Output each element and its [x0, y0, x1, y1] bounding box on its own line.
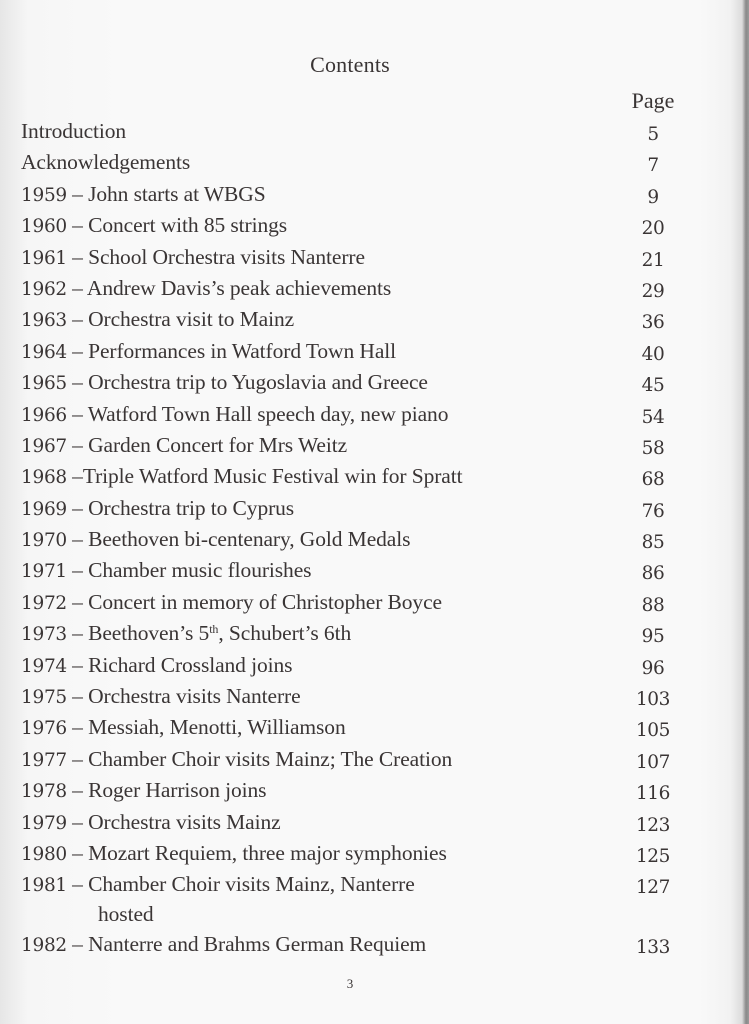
toc-entry-text: – John starts at WBGS [66, 181, 266, 206]
toc-entry-page: 58 [641, 437, 665, 459]
toc-entry-page: 68 [641, 469, 665, 491]
toc-entry-text: – Watford Town Hall speech day, new piano [66, 401, 449, 426]
toc-entry-page: 21 [641, 249, 665, 271]
toc-entry-title [21, 400, 621, 430]
toc-entry-page: 9 [647, 186, 659, 208]
toc-entry-title [21, 588, 621, 618]
toc-entry-page: 116 [635, 783, 671, 805]
toc-entry-text: – Garden Concert for Mrs Weitz [66, 432, 348, 457]
toc-entry-text: – Orchestra visits Nanterre [66, 684, 301, 709]
toc-entry-year: 1973 [21, 624, 67, 646]
toc-entry [21, 211, 701, 242]
toc-entry-year: 1981 [21, 875, 67, 897]
toc-entry-text: Acknowledgements [21, 150, 191, 175]
toc-entry-title [21, 776, 621, 806]
toc-entry-title [21, 651, 621, 681]
toc-entry-text: – Concert with 85 strings [66, 213, 288, 238]
toc-entry-year: 1966 [21, 404, 67, 426]
toc-entry-page: 54 [641, 406, 665, 428]
toc-entry-text: – Orchestra trip to Yugoslavia and Greece [66, 370, 428, 395]
toc-entry-text: –Triple Watford Music Festival win for Spratt [66, 464, 463, 489]
toc-entry [21, 619, 701, 650]
toc-entry-title [21, 462, 621, 492]
toc-entry-year: 1971 [21, 561, 67, 583]
toc-entry-text: – Roger Harrison joins [66, 778, 267, 803]
toc-entry [21, 243, 701, 274]
toc-entry-page: 103 [635, 689, 671, 711]
toc-entry-page: 96 [641, 657, 665, 679]
toc-entry-year: 1977 [21, 749, 67, 771]
toc-entry-text: – Messiah, Menotti, Williamson [66, 715, 346, 740]
toc-entry-text: – Richard Crossland joins [66, 652, 293, 677]
toc-entry [21, 808, 701, 839]
toc-entry-year: 1969 [21, 498, 67, 520]
toc-entry-text: – Concert in memory of Christopher Boyce [66, 589, 442, 614]
toc-entry-year: 1972 [21, 592, 67, 614]
toc-entry [21, 117, 701, 148]
toc-entry-page: 7 [647, 155, 659, 177]
contents-title: Contents [310, 52, 390, 77]
toc-entry-title [21, 337, 621, 367]
toc-entry-text: – Chamber Choir visits Mainz, Nanterre [66, 872, 415, 897]
toc-entry [21, 337, 701, 368]
toc-entry-title [21, 243, 621, 273]
toc-entry-title [21, 494, 621, 524]
toc-entry-superscript: th [209, 622, 219, 637]
toc-entry-title [21, 211, 621, 241]
toc-entry-page: 76 [641, 500, 665, 522]
toc-entry-year: 1965 [21, 373, 67, 395]
toc-entry-year: 1975 [21, 687, 67, 709]
toc-entry-text: – Chamber music flourishes [66, 558, 312, 583]
toc-entry-text: – Beethoven’s 5 [66, 621, 210, 646]
toc-entry-text: Introduction [21, 119, 127, 143]
toc-entry-title [21, 930, 621, 960]
toc-entry-title [21, 148, 621, 177]
toc-entry-year: 1962 [21, 278, 67, 300]
toc-entry-title [21, 713, 621, 743]
toc-entry-text: – Chamber Choir visits Mainz; The Creation [66, 746, 453, 771]
toc-entry-page: 127 [635, 877, 671, 899]
toc-entry-page: 5 [647, 124, 659, 145]
toc-entry-title [21, 619, 621, 649]
toc-entry-title [21, 870, 621, 929]
toc-entry-page: 45 [641, 375, 665, 397]
toc-entry-page: 105 [635, 720, 671, 742]
toc-entry-title [21, 745, 621, 775]
toc-entry-title [21, 525, 621, 555]
toc-entry-text: – Nanterre and Brahms German Requiem [66, 932, 427, 957]
toc-entry [21, 930, 701, 961]
toc-entry [21, 305, 701, 336]
toc-entry-page: 85 [641, 532, 665, 554]
toc-entry [21, 274, 701, 305]
table-of-contents [21, 117, 701, 962]
toc-entry-title [21, 180, 621, 210]
toc-entry-year: 1963 [21, 310, 67, 332]
toc-entry-title [21, 682, 621, 712]
toc-entry [21, 713, 701, 744]
toc-entry-year: 1970 [21, 530, 67, 552]
toc-entry-page: 40 [641, 343, 665, 365]
toc-entry [21, 431, 701, 462]
toc-entry-page: 107 [635, 751, 671, 773]
toc-entry-text: – Andrew Davis’s peak achievements [66, 275, 392, 300]
toc-entry [21, 682, 701, 713]
toc-entry-year: 1982 [21, 935, 67, 957]
toc-entry-title [21, 808, 621, 838]
toc-entry [21, 400, 701, 431]
toc-entry-continuation: hosted [98, 902, 154, 927]
toc-entry-text: – Performances in Watford Town Hall [66, 338, 397, 363]
page-column-header: Page [631, 88, 675, 113]
toc-entry [21, 839, 701, 870]
toc-entry-text: – Orchestra visit to Mainz [66, 307, 295, 332]
toc-entry-title [21, 305, 621, 335]
toc-entry-year: 1976 [21, 718, 67, 740]
toc-entry [21, 494, 701, 525]
toc-entry [21, 148, 701, 179]
toc-entry-year: 1979 [21, 812, 67, 834]
toc-entry [21, 776, 701, 807]
toc-entry-page: 95 [641, 626, 665, 648]
toc-entry-year: 1959 [21, 184, 67, 206]
toc-entry-text: – School Orchestra visits Nanterre [66, 244, 365, 269]
toc-entry [21, 525, 701, 556]
toc-entry-title [21, 556, 621, 586]
page-number-folio: 3 [346, 976, 354, 991]
toc-entry-text: – Beethoven bi-centenary, Gold Medals [66, 527, 411, 552]
toc-entry [21, 462, 701, 493]
toc-entry-year: 1960 [21, 216, 67, 238]
toc-entry-text: – Mozart Requiem, three major symphonies [66, 840, 447, 865]
toc-entry-page: 88 [641, 594, 665, 616]
toc-entry-text: – Orchestra visits Mainz [66, 809, 281, 834]
toc-entry-year: 1974 [21, 655, 67, 677]
toc-entry [21, 180, 701, 211]
toc-entry-title [21, 431, 621, 461]
toc-entry-page: 86 [641, 563, 665, 585]
toc-entry-page: 123 [635, 814, 671, 836]
toc-entry [21, 588, 701, 619]
toc-entry-page: 29 [641, 280, 665, 302]
toc-entry-page: 125 [635, 845, 671, 867]
toc-entry-year: 1964 [21, 341, 67, 363]
toc-entry-year: 1980 [21, 843, 67, 865]
toc-entry-page: 133 [635, 937, 671, 959]
toc-entry-title [21, 117, 621, 146]
toc-entry-page: 20 [641, 218, 665, 240]
toc-entry-text-after: , Schubert’s 6th [218, 621, 352, 646]
toc-entry-title [21, 274, 621, 304]
toc-entry-title [21, 368, 621, 398]
toc-entry-title [21, 839, 621, 869]
toc-entry [21, 368, 701, 399]
toc-entry [21, 556, 701, 587]
toc-entry-page: 36 [641, 312, 665, 334]
toc-entry-year: 1978 [21, 781, 67, 803]
toc-entry [21, 651, 701, 682]
toc-entry-year: 1968 [21, 467, 67, 489]
toc-entry [21, 745, 701, 776]
toc-entry [21, 870, 701, 930]
toc-entry-year: 1967 [21, 435, 67, 457]
toc-entry-text: – Orchestra trip to Cyprus [66, 495, 295, 520]
toc-entry-year: 1961 [21, 247, 67, 269]
